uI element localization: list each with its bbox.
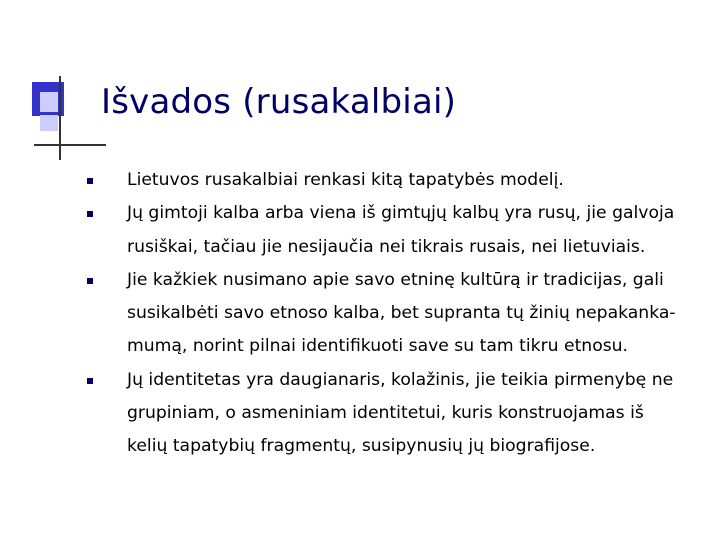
title-decoration: [0, 0, 110, 170]
decoration-square-light-lower: [40, 115, 58, 131]
bullet-text-line: Jų identitetas yra daugianaris, kolažinis, jie teikia pirmenybę ne: [127, 369, 674, 390]
square-bullet-icon: [87, 178, 93, 184]
square-bullet-icon: [87, 278, 93, 284]
bullet-text-line: kelių tapatybių fragmentų, susipynusių jų biografijose.: [127, 436, 596, 457]
bullet-list: [86, 164, 706, 464]
bullet-item: [86, 364, 706, 464]
square-bullet-icon: [87, 378, 93, 384]
bullet-item: [86, 264, 706, 364]
bullet-item: [86, 164, 706, 197]
bullet-text-line: Jie kažkiek nusimano apie savo etninę kultūrą ir tradicijas, gali: [127, 269, 664, 290]
slide-title: Išvados (rusakalbiai): [101, 82, 457, 122]
square-bullet-icon: [87, 211, 93, 217]
bullet-text-line: Jų gimtoji kalba arba viena iš gimtųjų kalbų yra rusų, jie galvoja: [127, 203, 675, 224]
decoration-square-light: [40, 92, 58, 112]
bullet-text-line: susikalbėti savo etnoso kalba, bet supranta tų žinių nepakanka-: [127, 303, 676, 324]
bullet-text-line: Lietuvos rusakalbiai renkasi kitą tapatybės modelį.: [127, 170, 564, 190]
bullet-text-line: mumą, norint pilnai identifikuoti save su tam tikru etnosu.: [127, 336, 629, 357]
bullet-text-line: grupiniam, o asmeniniam identitetui, kuris konstruojamas iš: [127, 403, 644, 424]
bullet-text-line: rusiškai, tačiau jie nesijaučia nei tikrais rusais, nei lietuviais.: [127, 236, 646, 257]
bullet-item: [86, 197, 706, 264]
